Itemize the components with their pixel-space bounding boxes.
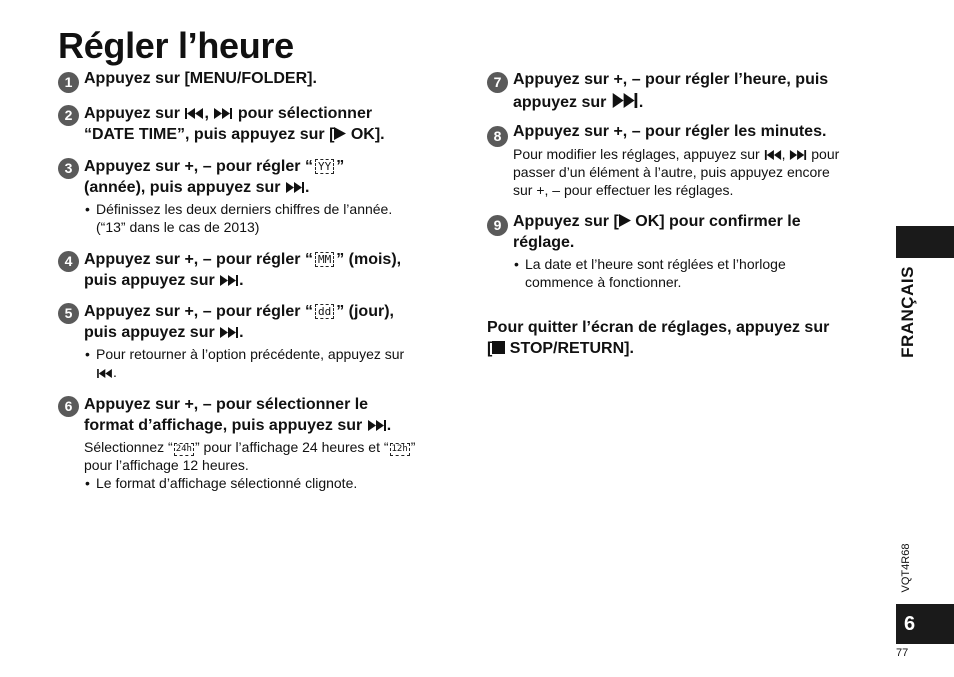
heading-text: ” (336, 158, 345, 175)
bullet-text: . (113, 364, 117, 380)
body-text: pour l’affichage 12 heures. (84, 457, 249, 473)
12h-segment-display: 12h (391, 444, 408, 454)
bullet-item (84, 345, 463, 381)
skip-forward-icon (367, 420, 387, 431)
heading-text: appuyez sur (513, 94, 607, 111)
body-text: Sélectionnez “ (84, 439, 173, 455)
separator: , (204, 105, 209, 122)
heading-text: Appuyez sur +, – pour régler “ (84, 303, 313, 320)
step-body (84, 438, 463, 474)
body-text: ” (410, 439, 416, 455)
body-text: Pour modifier les réglages, appuyez sur (513, 146, 760, 162)
step-5 (58, 301, 463, 381)
page-title: Régler l’heure (58, 25, 294, 66)
step-heading (84, 103, 463, 145)
step-number: 8 (487, 126, 508, 147)
heading-text: Appuyez sur +, – pour sélectionner le (84, 396, 369, 413)
step-heading (84, 249, 463, 291)
heading-text: . (239, 324, 244, 341)
step-1 (58, 68, 463, 89)
heading-text: “DATE TIME”, puis appuyez sur [ (84, 126, 335, 143)
page-number: 77 (896, 647, 909, 659)
step-number: 9 (487, 215, 508, 236)
step-number: 6 (58, 396, 79, 417)
step-number: 5 (58, 303, 79, 324)
skip-forward-icon (789, 150, 807, 160)
heading-text: puis appuyez sur (84, 272, 215, 289)
month-segment-display: MM (315, 252, 334, 267)
step-heading: Appuyez sur +, – pour régler les minutes. (513, 123, 827, 140)
heading-text: Appuyez sur +, – pour régler l’heure, puis (513, 71, 829, 88)
heading-text: réglage. (513, 234, 575, 251)
separator: , (781, 146, 786, 162)
day-segment-display: dd (315, 304, 334, 319)
step-number: 3 (58, 158, 79, 179)
play-icon (619, 214, 631, 227)
bullet-text: La date et l’heure sont réglées et l’horloge (525, 256, 786, 272)
skip-forward-icon (219, 275, 239, 286)
bullet-text: commence à fonctionner. (525, 274, 682, 290)
step-number: 4 (58, 251, 79, 272)
quit-text: [ (487, 340, 493, 357)
quit-instruction (487, 317, 887, 359)
skip-forward-icon (219, 327, 239, 338)
skip-back-icon (96, 369, 113, 378)
bullet-text: (“13” dans le cas de 2013) (96, 219, 260, 235)
bullet-text: Définissez les deux derniers chiffres de l’année. (96, 201, 393, 217)
skip-back-icon (184, 108, 204, 119)
step-heading (513, 68, 887, 114)
heading-text: Appuyez sur [ (513, 213, 619, 230)
step-heading (84, 301, 463, 343)
body-text: sur +, – pour effectuer les réglages. (513, 182, 734, 198)
step-heading (513, 211, 887, 253)
heading-text: Appuyez sur +, – pour régler “ (84, 251, 313, 268)
heading-text: . (304, 179, 310, 196)
heading-text: . (638, 94, 644, 111)
skip-forward-icon (213, 108, 233, 119)
bullet-text: Le format d’affichage sélectionné clignote. (96, 475, 358, 491)
step-3 (58, 156, 463, 236)
year-segment-display: YY (315, 159, 334, 174)
stop-icon (492, 341, 505, 354)
step-4 (58, 249, 463, 291)
heading-text: Appuyez sur +, – pour régler “ (84, 158, 313, 175)
bullet-item (84, 200, 463, 236)
quit-text: Pour quitter l’écran de réglages, appuyez sur (487, 319, 830, 336)
heading-text: Appuyez sur (84, 105, 181, 122)
step-heading (84, 394, 463, 436)
step-6 (58, 394, 463, 492)
body-text: pour (811, 146, 840, 162)
body-text: passer d’un élément à l’autre, puis appuyez encore (513, 164, 830, 180)
skip-back-icon (764, 150, 782, 160)
heading-text: OK] pour confirmer le (635, 213, 801, 230)
skip-forward-icon (285, 182, 305, 193)
step-number: 1 (58, 72, 79, 93)
step-heading (84, 156, 463, 198)
step-number: 7 (487, 72, 508, 93)
heading-text: format d’affichage, puis appuyez sur (84, 417, 363, 434)
bullet-item (84, 474, 463, 492)
left-column (58, 68, 463, 492)
step-number: 2 (58, 105, 79, 126)
heading-text: . (239, 272, 244, 289)
heading-text: pour sélectionner (237, 105, 373, 122)
skip-forward-icon (611, 93, 639, 108)
play-icon (334, 127, 346, 140)
model-code: VQT4R68 (900, 543, 912, 593)
body-text: ” pour l’affichage 24 heures et “ (194, 439, 389, 455)
bullet-text: Pour retourner à l’option précédente, appuyez sur (96, 346, 405, 362)
bullet-item (513, 255, 887, 291)
quit-text: STOP/RETURN]. (509, 340, 634, 357)
language-label: FRANÇAIS (898, 266, 917, 358)
step-heading: Appuyez sur [MENU/FOLDER]. (84, 70, 317, 87)
heading-text: ” (mois), (336, 251, 402, 268)
step-2 (58, 103, 463, 145)
24h-segment-display: 24h (175, 444, 192, 454)
step-7 (487, 68, 887, 114)
step-8 (487, 121, 887, 199)
heading-text: OK]. (350, 126, 385, 143)
step-9 (487, 211, 887, 291)
step-body (513, 145, 887, 199)
heading-text: ” (jour), (336, 303, 394, 320)
right-column (487, 68, 887, 359)
heading-text: (année), puis appuyez sur (84, 179, 281, 196)
heading-text: . (386, 417, 392, 434)
heading-text: puis appuyez sur (84, 324, 215, 341)
chapter-number: 6 (896, 604, 954, 644)
